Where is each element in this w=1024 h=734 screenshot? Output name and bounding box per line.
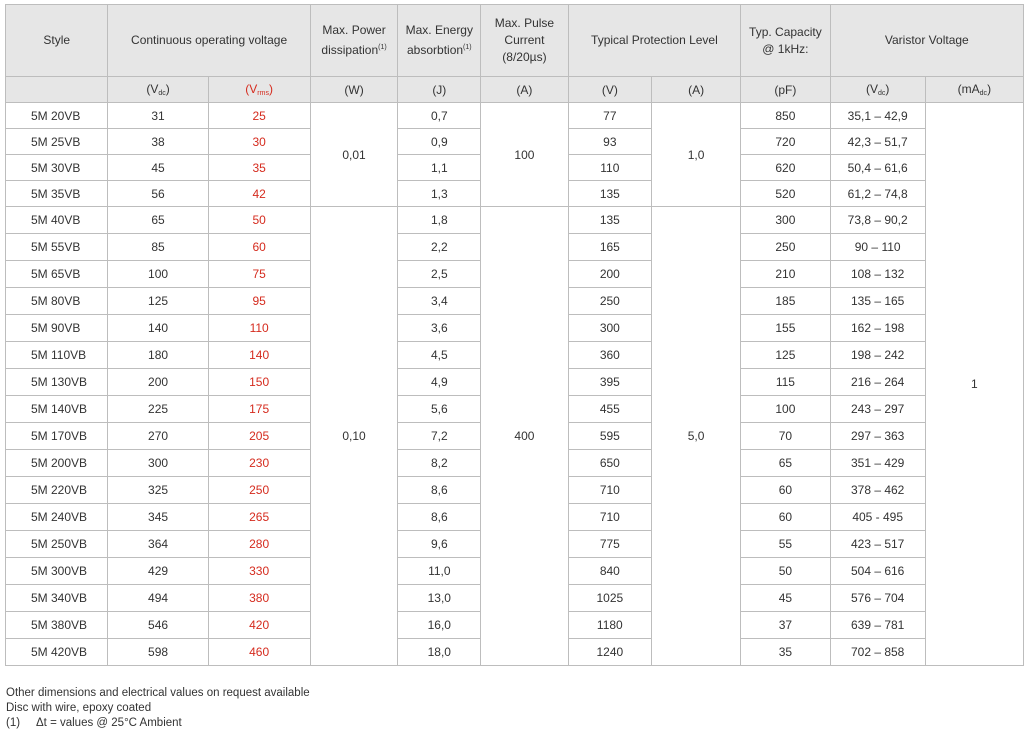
- cell-vdc: 140: [108, 315, 208, 342]
- cell-energy: 18,0: [398, 639, 481, 666]
- cell-varistor-voltage: 504 – 616: [830, 558, 925, 585]
- cell-capacity: 65: [741, 450, 830, 477]
- note-construction: Disc with wire, epoxy coated: [6, 702, 152, 714]
- cell-energy: 0,7: [398, 103, 481, 129]
- cell-protection-v: 650: [568, 450, 651, 477]
- cell-protection-v: 455: [568, 396, 651, 423]
- cell-vdc: 598: [108, 639, 208, 666]
- cell-protection-v: 1180: [568, 612, 651, 639]
- cell-vrms: 50: [208, 207, 310, 234]
- cell-varistor-voltage: 351 – 429: [830, 450, 925, 477]
- unit-vdc: $(V_{dc})$: [108, 77, 208, 103]
- cell-vrms: 460: [208, 639, 310, 666]
- cell-vrms: 30: [208, 129, 310, 155]
- cell-energy: 4,9: [398, 369, 481, 396]
- cell-energy: 8,2: [398, 450, 481, 477]
- cell-vdc: 100: [108, 261, 208, 288]
- cell-protection-v: 250: [568, 288, 651, 315]
- cell-style: 5M 130VB: [6, 369, 108, 396]
- cell-style: 5M 200VB: [6, 450, 108, 477]
- header-pulse: Max. Pulse Current (8/20µs): [481, 5, 568, 77]
- cell-style: 5M 30VB: [6, 155, 108, 181]
- unit-vdc2: $(V_{dc})$: [830, 77, 925, 103]
- cell-protection-v: 710: [568, 477, 651, 504]
- unit-j: (J): [398, 77, 481, 103]
- cell-power-group-b: 0,10: [310, 207, 398, 666]
- header-voltage: Continuous operating voltage: [108, 5, 310, 77]
- cell-vrms: 205: [208, 423, 310, 450]
- cell-power-group-a: 0,01: [310, 103, 398, 207]
- cell-vdc: 45: [108, 155, 208, 181]
- cell-capacity: 850: [741, 103, 830, 129]
- unit-style: [6, 77, 108, 103]
- cell-style: 5M 300VB: [6, 558, 108, 585]
- cell-protection-v: 395: [568, 369, 651, 396]
- cell-capacity: 60: [741, 504, 830, 531]
- cell-protection-a-group-a: 1,0: [652, 103, 741, 207]
- cell-energy: 16,0: [398, 612, 481, 639]
- cell-vdc: 85: [108, 234, 208, 261]
- cell-varistor-voltage: 297 – 363: [830, 423, 925, 450]
- cell-protection-v: 200: [568, 261, 651, 288]
- cell-capacity: 250: [741, 234, 830, 261]
- cell-vdc: 300: [108, 450, 208, 477]
- cell-vrms: 175: [208, 396, 310, 423]
- footnote-text: Δt = values @ 25°C Ambient: [36, 717, 182, 729]
- cell-style: 5M 220VB: [6, 477, 108, 504]
- cell-varistor-voltage: 243 – 297: [830, 396, 925, 423]
- cell-varistor-voltage: 405 - 495: [830, 504, 925, 531]
- cell-pulse-group-b: 400: [481, 207, 568, 666]
- cell-capacity: 100: [741, 396, 830, 423]
- cell-protection-v: 710: [568, 504, 651, 531]
- cell-varistor-voltage: 61,2 – 74,8: [830, 181, 925, 207]
- cell-pulse-group-a: 100: [481, 103, 568, 207]
- cell-protection-v: 360: [568, 342, 651, 369]
- cell-energy: 8,6: [398, 504, 481, 531]
- cell-protection-v: 165: [568, 234, 651, 261]
- cell-vrms: 35: [208, 155, 310, 181]
- cell-style: 5M 140VB: [6, 396, 108, 423]
- cell-style: 5M 250VB: [6, 531, 108, 558]
- header-power: Max. Power dissipation$^{(1)}$: [310, 5, 398, 77]
- cell-capacity: 125: [741, 342, 830, 369]
- cell-varistor-voltage: 216 – 264: [830, 369, 925, 396]
- cell-capacity: 300: [741, 207, 830, 234]
- header-protection: Typical Protection Level: [568, 5, 741, 77]
- cell-vdc: 270: [108, 423, 208, 450]
- unit-w: (W): [310, 77, 398, 103]
- cell-capacity: 55: [741, 531, 830, 558]
- varistor-spec-table: [5, 4, 1024, 666]
- unit-a: (A): [481, 77, 568, 103]
- cell-vrms: 230: [208, 450, 310, 477]
- cell-protection-a-group-b: 5,0: [652, 207, 741, 666]
- cell-capacity: 620: [741, 155, 830, 181]
- cell-energy: 2,2: [398, 234, 481, 261]
- cell-style: 5M 55VB: [6, 234, 108, 261]
- cell-varistor-voltage: 42,3 – 51,7: [830, 129, 925, 155]
- cell-style: 5M 380VB: [6, 612, 108, 639]
- cell-protection-v: 135: [568, 207, 651, 234]
- unit-pf: (pF): [741, 77, 830, 103]
- cell-energy: 13,0: [398, 585, 481, 612]
- header-energy: Max. Energy absorbtion$^{(1)}$: [398, 5, 481, 77]
- cell-style: 5M 420VB: [6, 639, 108, 666]
- cell-varistor-voltage: 108 – 132: [830, 261, 925, 288]
- cell-protection-v: 93: [568, 129, 651, 155]
- cell-protection-v: 77: [568, 103, 651, 129]
- cell-energy: 4,5: [398, 342, 481, 369]
- cell-vrms: 420: [208, 612, 310, 639]
- cell-energy: 0,9: [398, 129, 481, 155]
- cell-energy: 9,6: [398, 531, 481, 558]
- cell-vdc: 345: [108, 504, 208, 531]
- cell-vrms: 25: [208, 103, 310, 129]
- cell-style: 5M 20VB: [6, 103, 108, 129]
- cell-vrms: 250: [208, 477, 310, 504]
- cell-varistor-ma: 1: [925, 103, 1023, 666]
- cell-vdc: 38: [108, 129, 208, 155]
- cell-vdc: 494: [108, 585, 208, 612]
- cell-capacity: 520: [741, 181, 830, 207]
- cell-energy: 7,2: [398, 423, 481, 450]
- cell-energy: 1,3: [398, 181, 481, 207]
- table-body: [6, 103, 1024, 666]
- cell-capacity: 50: [741, 558, 830, 585]
- unit-a2: (A): [652, 77, 741, 103]
- cell-vdc: 364: [108, 531, 208, 558]
- cell-capacity: 37: [741, 612, 830, 639]
- table-row: [6, 207, 1024, 234]
- cell-energy: 8,6: [398, 477, 481, 504]
- cell-capacity: 210: [741, 261, 830, 288]
- unit-vrms: $(V_{rms})$: [208, 77, 310, 103]
- cell-style: 5M 170VB: [6, 423, 108, 450]
- cell-energy: 2,5: [398, 261, 481, 288]
- cell-vdc: 180: [108, 342, 208, 369]
- cell-energy: 11,0: [398, 558, 481, 585]
- cell-vdc: 225: [108, 396, 208, 423]
- cell-vrms: 265: [208, 504, 310, 531]
- header-capacity: Typ. Capacity @ 1kHz:: [741, 5, 830, 77]
- cell-vrms: 42: [208, 181, 310, 207]
- cell-varistor-voltage: 90 – 110: [830, 234, 925, 261]
- units-row: [6, 77, 1024, 103]
- cell-energy: 5,6: [398, 396, 481, 423]
- cell-protection-v: 840: [568, 558, 651, 585]
- cell-capacity: 185: [741, 288, 830, 315]
- cell-capacity: 115: [741, 369, 830, 396]
- cell-style: 5M 240VB: [6, 504, 108, 531]
- cell-protection-v: 135: [568, 181, 651, 207]
- cell-vrms: 140: [208, 342, 310, 369]
- cell-style: 5M 110VB: [6, 342, 108, 369]
- cell-energy: 1,1: [398, 155, 481, 181]
- cell-vdc: 125: [108, 288, 208, 315]
- cell-vrms: 380: [208, 585, 310, 612]
- cell-varistor-voltage: 702 – 858: [830, 639, 925, 666]
- cell-style: 5M 25VB: [6, 129, 108, 155]
- cell-capacity: 60: [741, 477, 830, 504]
- cell-style: 5M 65VB: [6, 261, 108, 288]
- cell-varistor-voltage: 50,4 – 61,6: [830, 155, 925, 181]
- cell-vdc: 31: [108, 103, 208, 129]
- footnote-mark: (1): [6, 717, 21, 729]
- cell-vrms: 110: [208, 315, 310, 342]
- cell-capacity: 720: [741, 129, 830, 155]
- header-row: [6, 5, 1024, 77]
- cell-vrms: 60: [208, 234, 310, 261]
- table-row: [6, 103, 1024, 129]
- cell-energy: 3,4: [398, 288, 481, 315]
- cell-vrms: 95: [208, 288, 310, 315]
- cell-varistor-voltage: 35,1 – 42,9: [830, 103, 925, 129]
- cell-capacity: 35: [741, 639, 830, 666]
- cell-energy: 3,6: [398, 315, 481, 342]
- cell-protection-v: 595: [568, 423, 651, 450]
- cell-style: 5M 80VB: [6, 288, 108, 315]
- header-varistor: Varistor Voltage: [830, 5, 1023, 77]
- cell-style: 5M 340VB: [6, 585, 108, 612]
- cell-style: 5M 90VB: [6, 315, 108, 342]
- cell-capacity: 155: [741, 315, 830, 342]
- cell-vdc: 429: [108, 558, 208, 585]
- unit-v: (V): [568, 77, 651, 103]
- cell-varistor-voltage: 576 – 704: [830, 585, 925, 612]
- cell-capacity: 45: [741, 585, 830, 612]
- cell-varistor-voltage: 135 – 165: [830, 288, 925, 315]
- cell-style: 5M 40VB: [6, 207, 108, 234]
- cell-protection-v: 1240: [568, 639, 651, 666]
- cell-vdc: 200: [108, 369, 208, 396]
- footnotes: [6, 686, 310, 731]
- cell-vrms: 150: [208, 369, 310, 396]
- cell-vdc: 56: [108, 181, 208, 207]
- cell-vdc: 325: [108, 477, 208, 504]
- cell-capacity: 70: [741, 423, 830, 450]
- cell-varistor-voltage: 198 – 242: [830, 342, 925, 369]
- cell-varistor-voltage: 423 – 517: [830, 531, 925, 558]
- cell-energy: 1,8: [398, 207, 481, 234]
- cell-vdc: 65: [108, 207, 208, 234]
- cell-protection-v: 300: [568, 315, 651, 342]
- cell-varistor-voltage: 162 – 198: [830, 315, 925, 342]
- cell-vrms: 75: [208, 261, 310, 288]
- cell-varistor-voltage: 639 – 781: [830, 612, 925, 639]
- cell-protection-v: 110: [568, 155, 651, 181]
- cell-protection-v: 1025: [568, 585, 651, 612]
- header-style: Style: [6, 5, 108, 77]
- cell-vdc: 546: [108, 612, 208, 639]
- footnote-1: [6, 716, 310, 731]
- cell-protection-v: 775: [568, 531, 651, 558]
- unit-madc: $(mA_{dc})$: [925, 77, 1023, 103]
- cell-style: 5M 35VB: [6, 181, 108, 207]
- cell-vrms: 330: [208, 558, 310, 585]
- cell-varistor-voltage: 378 – 462: [830, 477, 925, 504]
- note-availability: Other dimensions and electrical values on request available: [6, 687, 310, 699]
- cell-vrms: 280: [208, 531, 310, 558]
- cell-varistor-voltage: 73,8 – 90,2: [830, 207, 925, 234]
